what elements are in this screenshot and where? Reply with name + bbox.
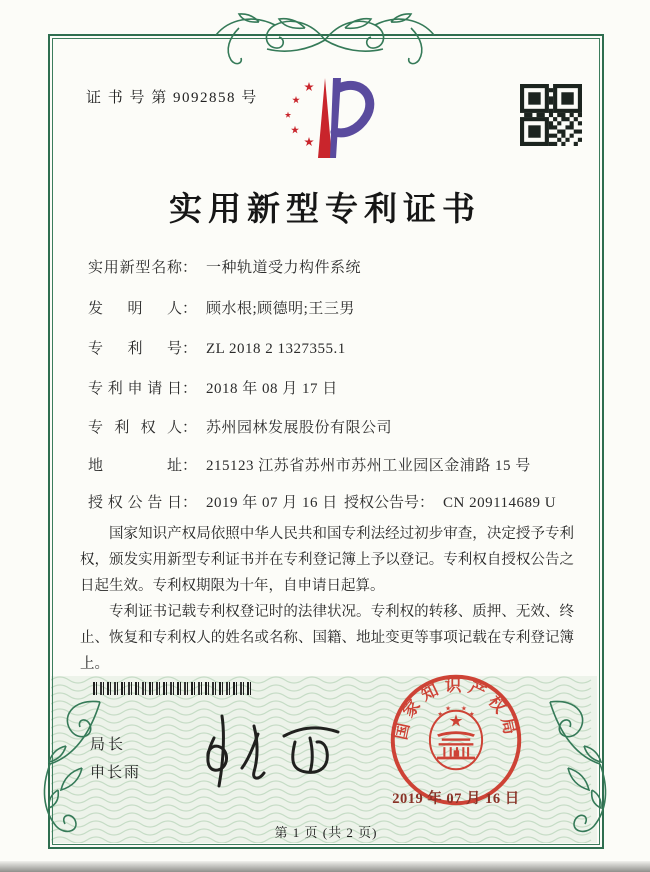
- seal-agency-text: 国家知识产权局: [391, 676, 521, 742]
- field-row-invention-name: [88, 256, 361, 277]
- field-label: 专利号: [88, 341, 182, 357]
- field-row-filing-date: [88, 377, 338, 398]
- field-value: 2018 年 08 月 17 日: [206, 381, 338, 397]
- field-row-patentee: [88, 416, 392, 437]
- officer-name: 申长雨: [90, 765, 142, 781]
- field-label: 授权公告号: [344, 495, 420, 511]
- field-label: 地址: [88, 458, 182, 474]
- cnipa-logo-icon: [278, 74, 378, 162]
- field-label: 授权公告日: [88, 495, 182, 511]
- national-emblem-icon: [430, 706, 482, 770]
- field-colon: ：: [182, 420, 198, 436]
- field-label: 实用新型名称: [88, 260, 182, 276]
- legal-text: [80, 521, 574, 678]
- barcode: [93, 682, 253, 695]
- dragon-flourish-top-icon: [214, 6, 436, 68]
- field-row-grant-number: [344, 491, 556, 512]
- field-value: ZL 2018 2 1327355.1: [206, 341, 346, 357]
- handwritten-signature-icon: [192, 708, 342, 796]
- field-label: 专利申请日: [88, 381, 182, 397]
- officer-title: 局长: [90, 737, 127, 753]
- field-colon: ：: [182, 260, 198, 276]
- field-label: 专利权人: [88, 420, 182, 436]
- legal-paragraph-1: 国家知识产权局依照中华人民共和国专利法经过初步审查，决定授予专利权，颁发实用新型专利证书并在专利登记簿上予以登记。专利权自授权公告之日起生效。专利权期限为十年，自申请日起算。: [80, 526, 574, 595]
- field-row-address: [88, 454, 531, 475]
- field-value: 一种轨道受力构件系统: [206, 260, 362, 276]
- field-row-patent-number: [88, 337, 346, 358]
- field-colon: ：: [182, 341, 198, 357]
- field-label: 发明人: [88, 301, 182, 317]
- field-colon: ：: [182, 381, 198, 397]
- field-row-grant-date: [88, 491, 338, 512]
- field-value: 215123 江苏省苏州市苏州工业园区金浦路 15 号: [206, 458, 531, 474]
- qr-code: [520, 84, 582, 146]
- field-row-inventors: [88, 297, 355, 318]
- page-title: 实用新型专利证书: [169, 192, 481, 228]
- field-value: CN 209114689 U: [443, 495, 557, 511]
- legal-paragraph-2: 专利证书记载专利权登记时的法律状况。专利权的转移、质押、无效、终止、恢复和专利权人的姓名或名称、国籍、地址变更等事项记载在专利登记簿上。: [80, 604, 574, 673]
- field-colon: ：: [182, 458, 198, 474]
- seal-date: 2019 年 07 月 16 日: [392, 791, 520, 807]
- field-value: 苏州园林发展股份有限公司: [206, 420, 393, 436]
- certificate-number: 证 书 号 第 9092858 号: [86, 90, 258, 106]
- page-indicator: 第 1 页 (共 2 页): [274, 825, 378, 840]
- scan-edge-shadow: [0, 861, 650, 872]
- field-value: 顾水根;顾德明;王三男: [206, 301, 355, 317]
- field-colon: ：: [419, 495, 435, 511]
- field-colon: ：: [182, 495, 198, 511]
- field-value: 2019 年 07 月 16 日: [206, 495, 338, 511]
- field-colon: ：: [182, 301, 198, 317]
